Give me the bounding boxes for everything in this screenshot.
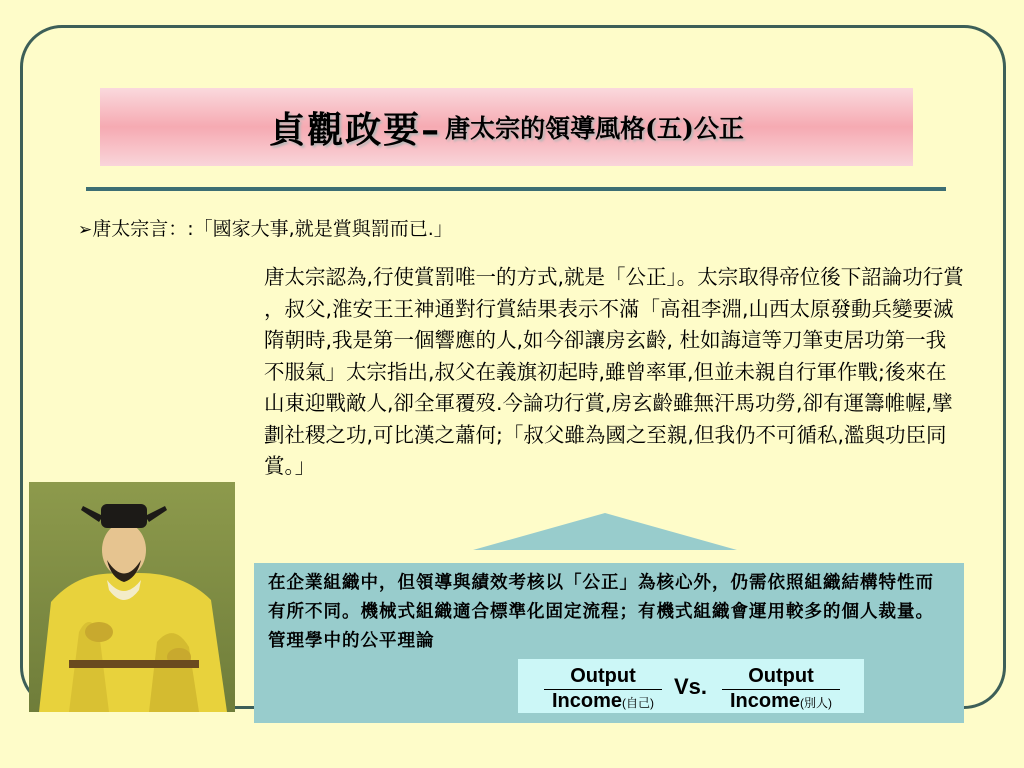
numerator-others: Output: [722, 665, 840, 690]
up-arrow: [473, 513, 737, 550]
versus-label: Vs.: [674, 674, 708, 699]
info-text-block: [268, 569, 948, 656]
quote-line: [78, 214, 453, 241]
page-subtitle: 唐太宗的領導風格(五)公正: [445, 114, 744, 143]
denominator-others: Income: [729, 690, 801, 712]
fraction-others: [722, 665, 840, 713]
emperor-portrait: [29, 482, 235, 712]
denominator-self: Income: [551, 690, 623, 712]
title-banner: [100, 88, 913, 166]
equity-formula: [518, 659, 864, 713]
fraction-self: [544, 665, 662, 713]
info-box: [254, 563, 964, 723]
quote-text: 唐太宗言：:「國家大事,就是賞與罰而已.」: [92, 218, 453, 240]
numerator-self: Output: [544, 665, 662, 690]
arrow-bullet-icon: ➢: [78, 220, 93, 240]
story-paragraph: 唐太宗認為,行使賞罰唯一的方式,就是「公正」。太宗取得帝位後下詔論功行賞 ，叔父,淮安王王神通對行賞結果表示不滿「高祖李淵,山西太原發動兵變要滅隋朝時,我是第一個響應的人,如今卻讓房玄齡, 杜如誨這等刀筆吏居功第一我不服氣」太宗指出,叔父在義旗初起時,雖曾率軍,但並未親自行軍作戰;後來在山東迎戰敵人,卻全軍覆歿.今論功行賞,房玄齡雖無汗馬功勞,卻有運籌帷幄,擘劃社稷之功,可比漢之蕭何;「叔父雖為國之至親,但我仍不可循私,濫與功臣同賞。」: [264, 265, 964, 478]
note-self: (自己): [622, 696, 655, 710]
note-others: (別人): [800, 696, 833, 710]
portrait-image: [29, 482, 235, 712]
title-divider: [86, 187, 946, 191]
info-paragraph: 在企業組織中，但領導與績效考核以「公正」為核心外，仍需依照組織結構特性而有所不同。機械式組織適合標準化固定流程；有機式組織會運用較多的個人裁量。: [268, 573, 934, 622]
theory-label: 管理學中的公平理論: [268, 631, 435, 651]
page-title: 貞觀政要–: [269, 108, 442, 151]
